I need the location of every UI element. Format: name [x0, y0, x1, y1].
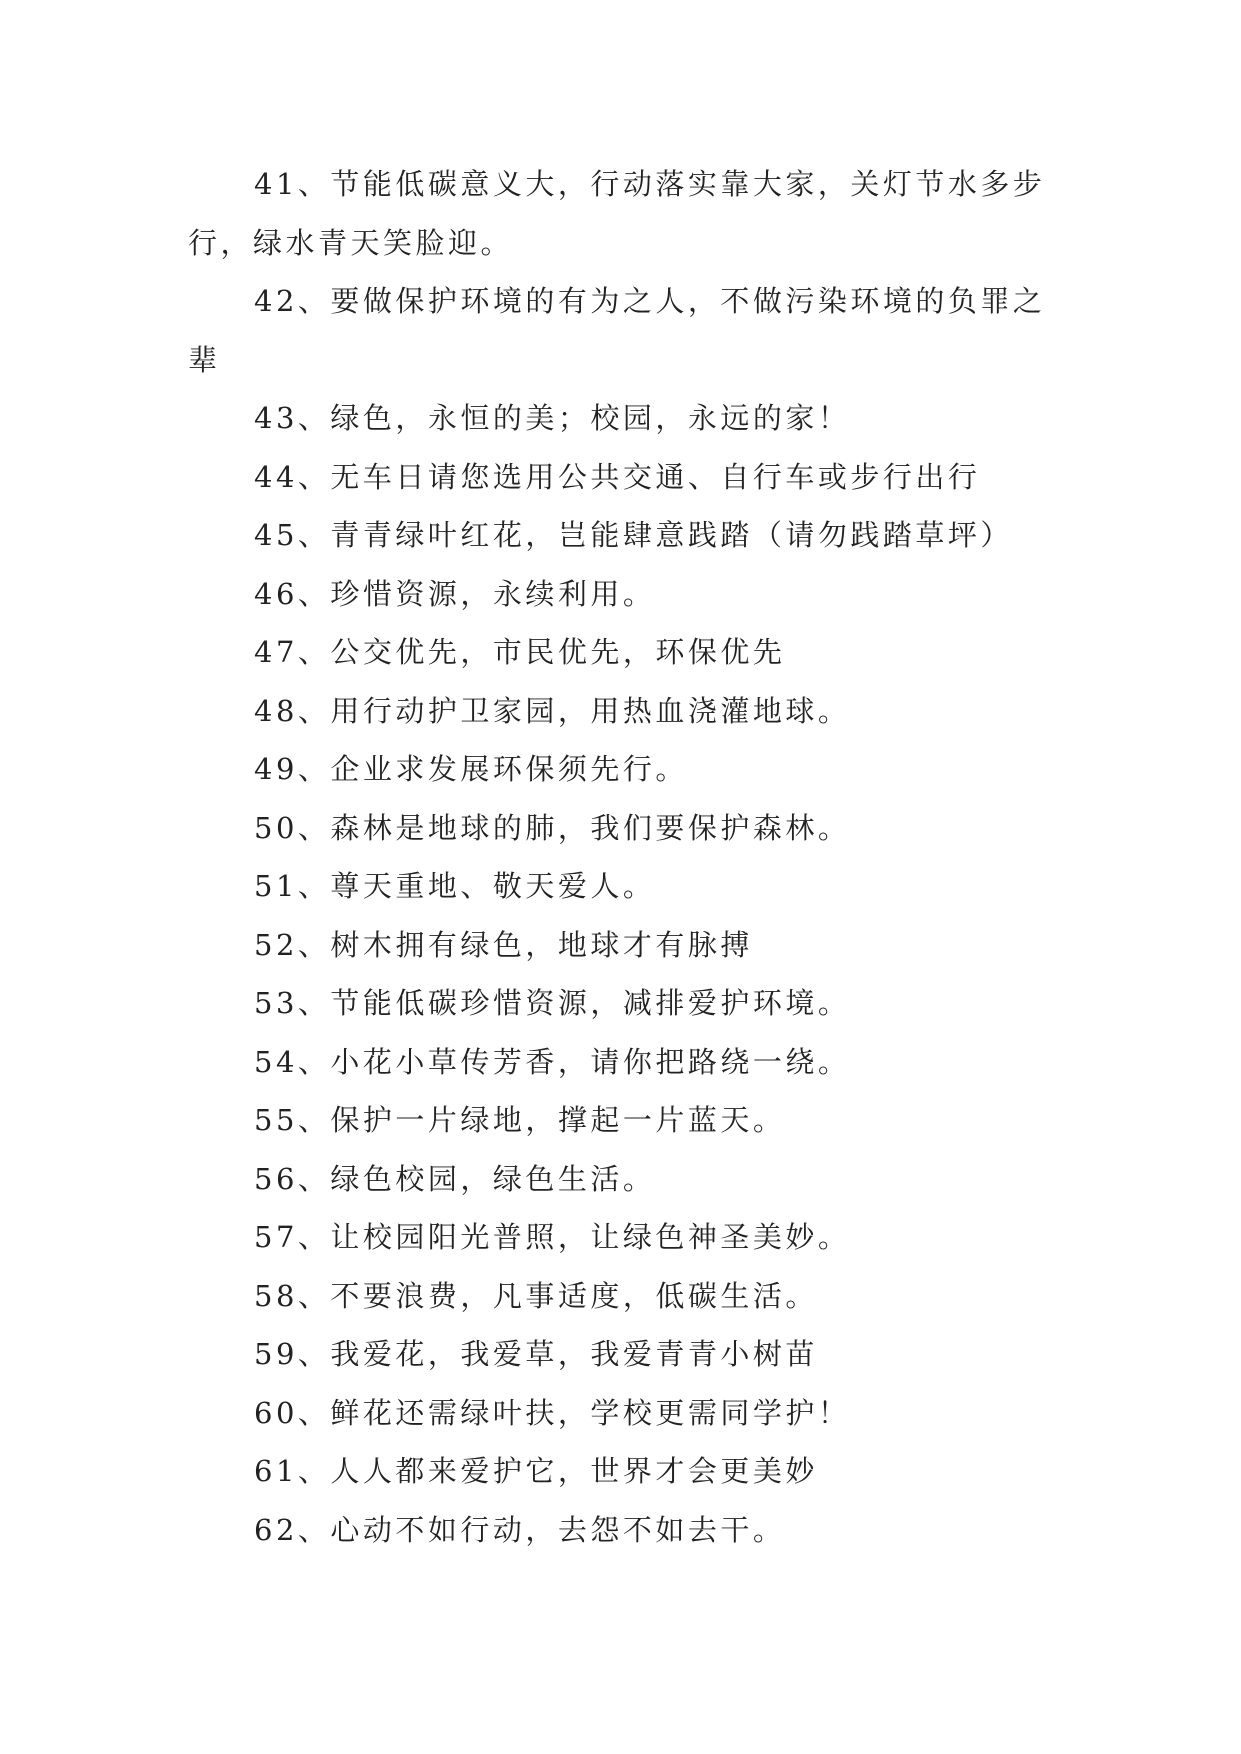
slogan-paragraph: 41、节能低碳意义大，行动落实靠大家，关灯节水多步行，绿水青天笑脸迎。 — [188, 167, 1046, 260]
slogan-paragraph: 62、心动不如行动，去怨不如去干。 — [254, 1512, 786, 1547]
slogan-paragraph: 51、尊天重地、敬天爱人。 — [254, 869, 656, 903]
slogan-paragraph: 47、公交优先，市民优先，环保优先 — [254, 635, 786, 669]
slogan-paragraph: 60、鲜花还需绿叶扶，学校更需同学护！ — [254, 1395, 851, 1430]
slogan-paragraph: 55、保护一片绿地，撑起一片蓝天。 — [254, 1103, 786, 1137]
slogan-paragraph: 54、小花小草传芳香，请你把路绕一绕。 — [254, 1044, 851, 1079]
slogan-paragraph: 46、珍惜资源，永续利用。 — [254, 576, 656, 611]
slogan-paragraph: 52、树木拥有绿色，地球才有脉搏 — [254, 927, 753, 962]
document-body — [188, 155, 1053, 1559]
slogan-paragraph: 56、绿色校园，绿色生活。 — [254, 1161, 656, 1196]
slogan-paragraph: 61、人人都来爱护它，世界才会更美妙 — [254, 1454, 818, 1488]
slogan-paragraph: 49、企业求发展环保须先行。 — [254, 752, 688, 786]
slogan-paragraph: 58、不要浪费，凡事适度，低碳生活。 — [254, 1278, 818, 1313]
slogan-paragraph: 59、我爱花，我爱草，我爱青青小树苗 — [254, 1337, 818, 1371]
slogan-paragraph: 53、节能低碳珍惜资源，减排爱护环境。 — [254, 986, 851, 1020]
slogan-paragraph: 50、森林是地球的肺，我们要保护森林。 — [254, 810, 851, 845]
slogan-paragraph: 45、青青绿叶红花，岂能肆意践踏（请勿践踏草坪） — [254, 518, 1013, 552]
slogan-paragraph: 57、让校园阳光普照，让绿色神圣美妙。 — [254, 1220, 851, 1254]
slogan-paragraph: 48、用行动护卫家园，用热血浇灌地球。 — [254, 693, 851, 728]
slogan-paragraph: 42、要做保护环境的有为之人，不做污染环境的负罪之辈 — [188, 284, 1046, 377]
slogan-paragraph: 44、无车日请您选用公共交通、自行车或步行出行 — [254, 459, 981, 494]
slogan-paragraph: 43、绿色，永恒的美；校园，永远的家！ — [254, 401, 851, 435]
